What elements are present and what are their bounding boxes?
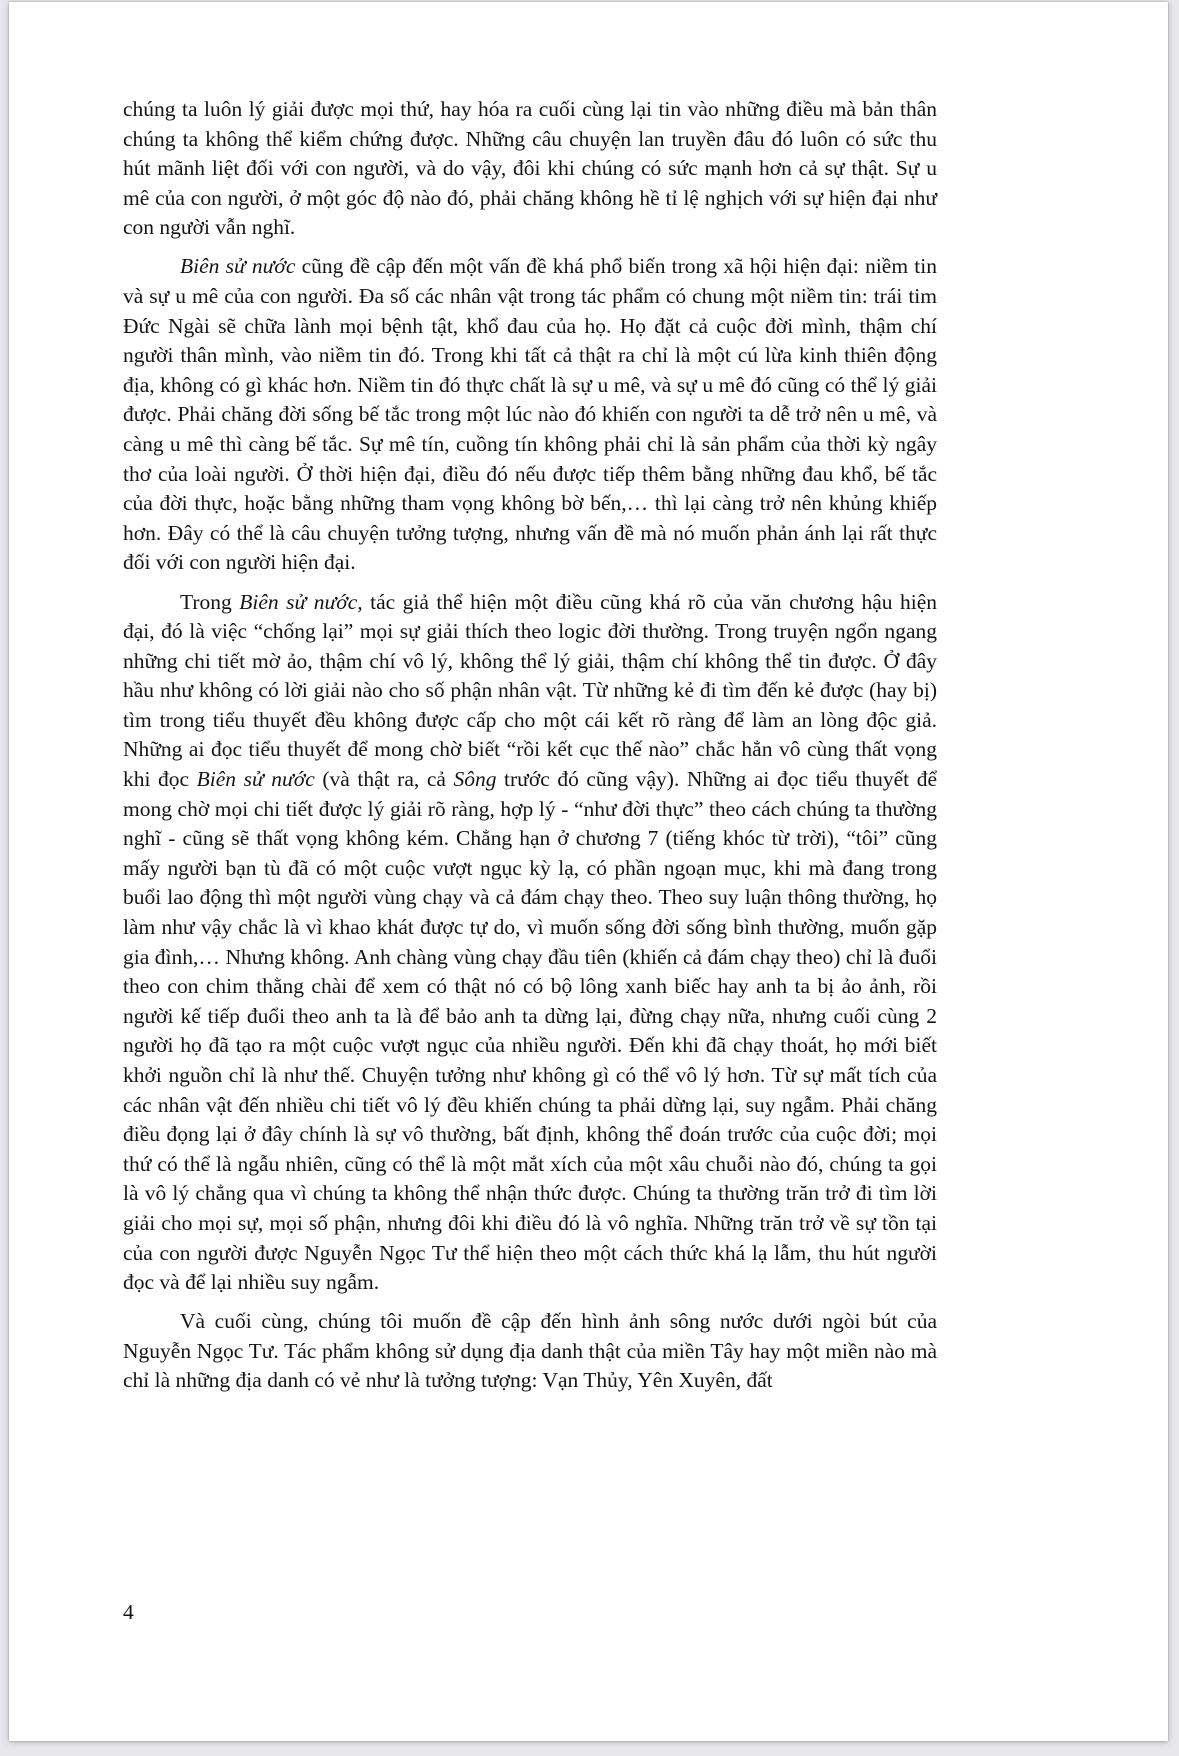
text-run: Biên sử nước xyxy=(196,767,315,792)
text-run: Biên sử nước, xyxy=(239,589,363,614)
text-run: (và thật ra, cả xyxy=(314,767,454,792)
paragraph xyxy=(123,95,937,243)
text-run: chúng ta luôn lý giải được mọi thứ, hay hóa ra cuối cùng lại tin vào những điều mà bản thân chúng ta không thể kiểm chứng được. Những câu chuyện lan truyền đâu đó luôn có sức thu hút mãnh liệt đối với con người, và do vậy, đôi khi chúng có sức mạnh hơn cả sự thật. Sự u mê của con người, ở một góc độ nào đó, phải chăng không hề tỉ lệ nghịch với sự hiện đại như con người vẫn nghĩ. xyxy=(123,97,937,240)
paragraph xyxy=(123,588,937,1298)
text-run: Và cuối cùng, chúng tôi muốn đề cập đến hình ảnh sông nước dưới ngòi bút của Nguyễn Ngọc Tư. Tác phẩm không sử dụng địa danh thật của miền Tây hay một miền nào mà chỉ là những địa danh có vẻ như là tưởng tượng: Vạn Thủy, Yên Xuyên, đất xyxy=(123,1309,937,1393)
page-paper xyxy=(9,2,1168,1741)
paragraph xyxy=(123,1307,937,1396)
text-run: trước đó cũng vậy). Những ai đọc tiểu thuyết để mong chờ mọi chi tiết được lý giải rõ ràng, hợp lý - “như đời thực” theo cách chúng ta thường nghĩ - cũng sẽ thất vọng không kém. Chẳng hạn ở chương 7 (tiếng khóc từ trời), “tôi” cũng mấy người bạn tù đã có một cuộc vượt ngục kỳ lạ, có phần ngoạn mục, khi mà đang trong buổi lao động thì một người vùng chạy và cả đám chạy theo. Theo suy luận thông thường, họ làm như vậy chắc là vì khao khát được tự do, vì muốn sống đời sống bình thường, muốn gặp gia đình,… Nhưng không. Anh chàng vùng chạy đầu tiên (khiến cả đám chạy theo) chỉ là đuổi theo con chim thằng chài để xem có thật nó có bộ lông xanh biếc hay anh ta bị ảo ảnh, rồi người kế tiếp đuổi theo anh ta là để bảo anh ta dừng lại, đừng chạy nữa, nhưng cuối cùng 2 người họ đã tạo ra một cuộc vượt ngục của nhiều người. Đến khi đã chạy thoát, họ mới biết khởi nguồn chỉ là như thế. Chuyện tưởng như không gì có thể vô lý hơn. Từ sự mất tích của các nhân vật đến nhiều chi tiết vô lý đều khiến chúng ta phải dừng lại, suy ngẫm. Phải chăng điều đọng lại ở đây chính là sự vô thường, bất định, không thể đoán trước của cuộc đời; mọi thứ có thể là ngẫu nhiên, cũng có thể là một mắt xích của một xâu chuỗi nào đó, chúng ta gọi là vô lý chẳng qua vì chúng ta không thể nhận thức được. Chúng ta thường trăn trở đi tìm lời giải cho mọi sự, mọi số phận, nhưng đôi khi điều đó là vô nghĩa. Những trăn trở về sự tồn tại của con người được Nguyễn Ngọc Tư thể hiện theo một cách thức khá lạ lẫm, thu hút người đọc và để lại nhiều suy ngẫm. xyxy=(123,767,937,1295)
text-run: Trong xyxy=(180,589,240,614)
paragraph xyxy=(123,252,937,578)
document-body xyxy=(123,95,937,1406)
text-run: tác giả thể hiện một điều cũng khá rõ của văn chương hậu hiện đại, đó là việc “chống lại” mọi sự giải thích theo logic đời thường. Trong truyện ngổn ngang những chi tiết mờ ảo, thậm chí vô lý, không thể lý giải, thậm chí không thể tin được. Ở đây hầu như không có lời giải nào cho số phận nhân vật. Từ những kẻ đi tìm đến kẻ được (hay bị) tìm trong tiểu thuyết đều không được cấp cho một cái kết rõ ràng để làm an lòng độc giả. Những ai đọc tiểu thuyết để mong chờ biết “rồi kết cục thế nào” chắc hẳn vô cùng thất vọng khi đọc xyxy=(123,589,937,792)
text-run: Biên sử nước xyxy=(180,254,296,279)
page-number: 4 xyxy=(123,1600,134,1624)
text-run: cũng đề cập đến một vấn đề khá phổ biến trong xã hội hiện đại: niềm tin và sự u mê của con người. Đa số các nhân vật trong tác phẩm có chung một niềm tin: trái tim Đức Ngài sẽ chữa lành mọi bệnh tật, khổ đau của họ. Họ đặt cả cuộc đời mình, thậm chí người thân mình, vào niềm tin đó. Trong khi tất cả thật ra chỉ là một cú lừa kinh thiên động địa, không có gì khác hơn. Niềm tin đó thực chất là sự u mê, và sự u mê đó cũng có thể lý giải được. Phải chăng đời sống bế tắc trong một lúc nào đó khiến con người ta dễ trở nên u mê, và càng u mê thì càng bế tắc. Sự mê tín, cuồng tín không phải chỉ là sản phẩm của thời kỳ ngây thơ của loài người. Ở thời hiện đại, điều đó nếu được tiếp thêm bằng những đau khổ, bế tắc của đời thực, hoặc bằng những tham vọng không bờ bến,… thì lại càng trở nên khủng khiếp hơn. Đây có thể là câu chuyện tưởng tượng, nhưng vấn đề mà nó muốn phản ánh lại rất thực đối với con người hiện đại. xyxy=(123,254,937,575)
text-run: Sông xyxy=(453,767,497,792)
